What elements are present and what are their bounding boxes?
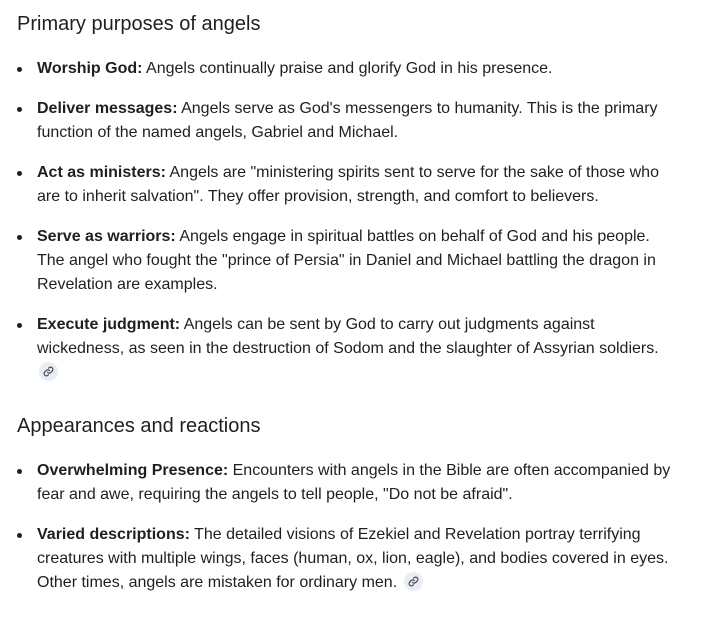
list-item-term: Act as ministers: xyxy=(37,164,166,181)
list-item-text: Angels can be sent by God to carry out judgments against wickedness, as seen in the destruction of Sodom and the slaughter of Assyrian soldiers. xyxy=(37,316,659,357)
list-item xyxy=(17,97,709,145)
source-link-button[interactable] xyxy=(39,362,58,381)
link-icon xyxy=(43,366,54,377)
purposes-list xyxy=(17,57,709,385)
section-title-primary-purposes: Primary purposes of angels xyxy=(17,13,261,35)
list-item xyxy=(17,313,709,385)
list-item xyxy=(17,459,709,507)
list-item-term: Varied descriptions: xyxy=(37,526,190,543)
section-title-appearances: Appearances and reactions xyxy=(17,415,261,437)
list-item-term: Execute judgment: xyxy=(37,316,181,333)
list-item-text: Angels engage in spiritual battles on behalf of God and his people. The angel who fought the "prince of Persia" in Daniel and Michael battling the dragon in Revelation are examples. xyxy=(37,228,656,293)
list-item-term: Serve as warriors: xyxy=(37,228,176,245)
list-item-term: Overwhelming Presence: xyxy=(37,462,229,479)
list-item-text: Angels are "ministering spirits sent to serve for the sake of those who are to inherit salvation". They offer provision, strength, and comfort to believers. xyxy=(37,164,659,205)
list-item-term: Deliver messages: xyxy=(37,100,178,117)
appearances-list xyxy=(17,459,709,595)
link-icon xyxy=(408,576,419,587)
list-item-term: Worship God: xyxy=(37,60,143,77)
source-link-button[interactable] xyxy=(404,572,423,591)
list-item xyxy=(17,225,709,297)
list-item-text: Angels continually praise and glorify God in his presence. xyxy=(142,60,553,77)
list-item-text: Angels serve as God's messengers to humanity. This is the primary function of the named angels, Gabriel and Michael. xyxy=(37,100,658,141)
list-item xyxy=(17,57,709,81)
list-item-text: The detailed visions of Ezekiel and Revelation portray terrifying creatures with multiple wings, faces (human, ox, lion, eagle), and bodies covered in eyes. Other times, angels are mistaken for ordinary men. xyxy=(37,526,669,591)
list-item xyxy=(17,161,709,209)
list-item-text: Encounters with angels in the Bible are often accompanied by fear and awe, requiring the angels to tell people, "Do not be afraid". xyxy=(37,462,671,503)
list-item xyxy=(17,523,709,595)
